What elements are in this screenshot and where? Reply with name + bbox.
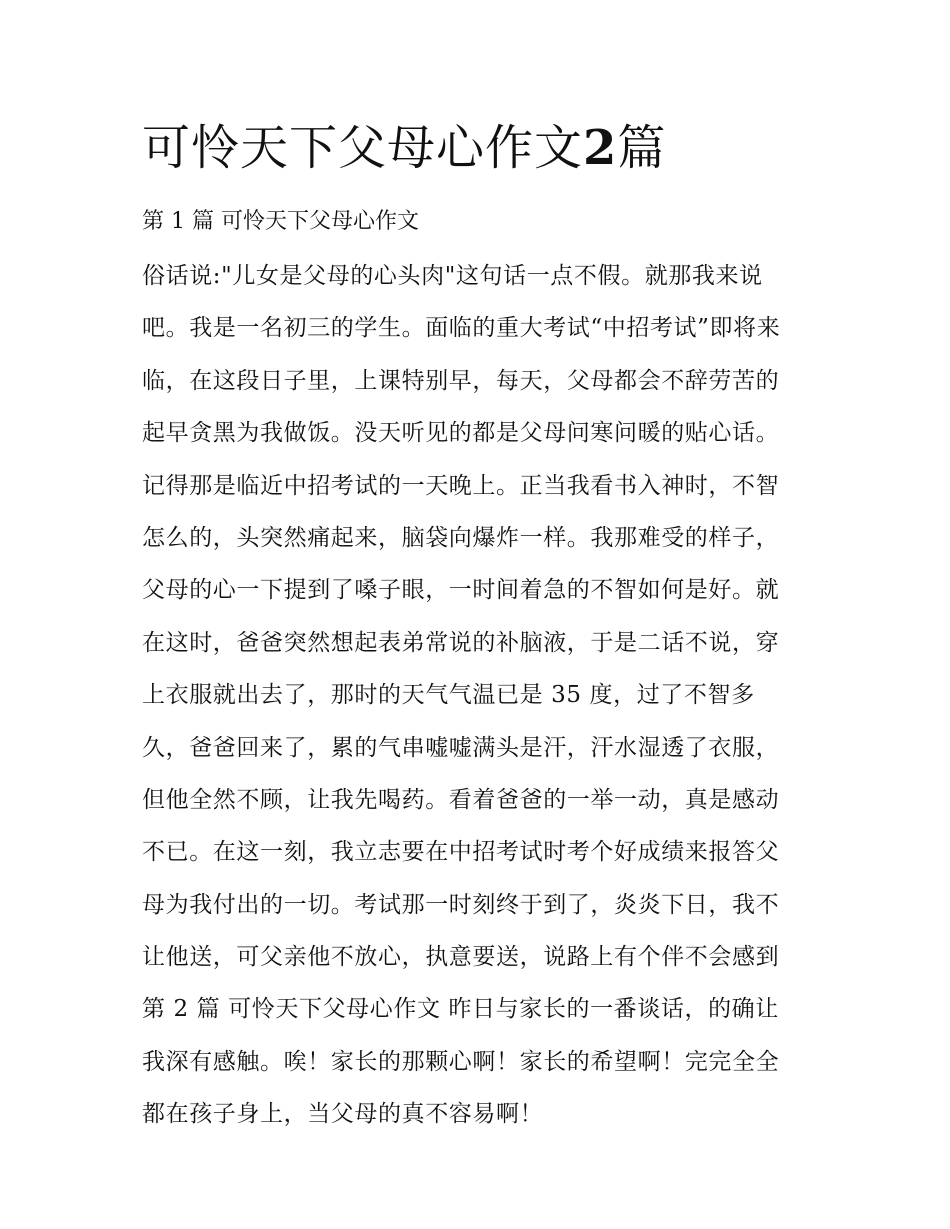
text-line: 吧。我是一名初三的学生。面临的重大考试“中招考试”即将来: [142, 315, 781, 342]
text-line: 我深有感触。唉！家长的那颗心啊！家长的希望啊！完完全全: [142, 1048, 780, 1075]
title-text: 可怜天下父母心作文: [142, 120, 584, 176]
text-line: 第 2 篇 可怜天下父母心作文 昨日与家长的一番谈话，的确让: [142, 996, 779, 1023]
text-line: 母为我付出的一切。考试那一时刻终于到了，炎炎下日，我不: [142, 891, 780, 918]
text-line: 临，在这段日子里，上课特别早，每天，父母都会不辞劳苦的: [142, 367, 780, 394]
text-line: 父母的心一下提到了嗓子眼，一时间着急的不智如何是好。就: [142, 577, 780, 604]
text-line: 俗话说:"儿女是父母的心头肉"这句话一点不假。就那我来说: [142, 263, 763, 289]
text-line: 在这时，爸爸突然想起表弟常说的补脑液，于是二话不说，穿: [142, 629, 780, 656]
essay-body: [142, 250, 817, 1141]
text-line: 起早贪黑为我做饭。没天听见的都是父母问寒问暖的贴心话。: [142, 420, 780, 447]
text-line: 不已。在这一刻，我立志要在中招考试时考个好成绩来报答父: [142, 839, 780, 866]
section-heading-1: 第 1 篇 可怜天下父母心作文: [142, 209, 419, 234]
text-line: 久，爸爸回来了，累的气串嘘嘘满头是汗，汗水湿透了衣服，: [142, 734, 780, 761]
text-line: 让他送，可父亲他不放心，执意要送，说路上有个伴不会感到: [142, 944, 780, 971]
title-number: 2: [583, 120, 618, 176]
text-line: 上衣服就出去了，那时的天气气温已是 35 度，过了不智多: [142, 682, 755, 709]
title-suffix: 篇: [617, 120, 667, 176]
text-line: 都在孩子身上，当父母的真不容易啊！: [142, 1101, 544, 1128]
document-title: [142, 112, 666, 184]
text-line: 记得那是临近中招考试的一天晚上。正当我看书入神时，不智: [142, 472, 780, 499]
text-line: 怎么的，头突然痛起来，脑袋向爆炸一样。我那难受的样子，: [142, 524, 780, 551]
text-line: 但他全然不顾，让我先喝药。看着爸爸的一举一动，真是感动: [142, 786, 780, 813]
